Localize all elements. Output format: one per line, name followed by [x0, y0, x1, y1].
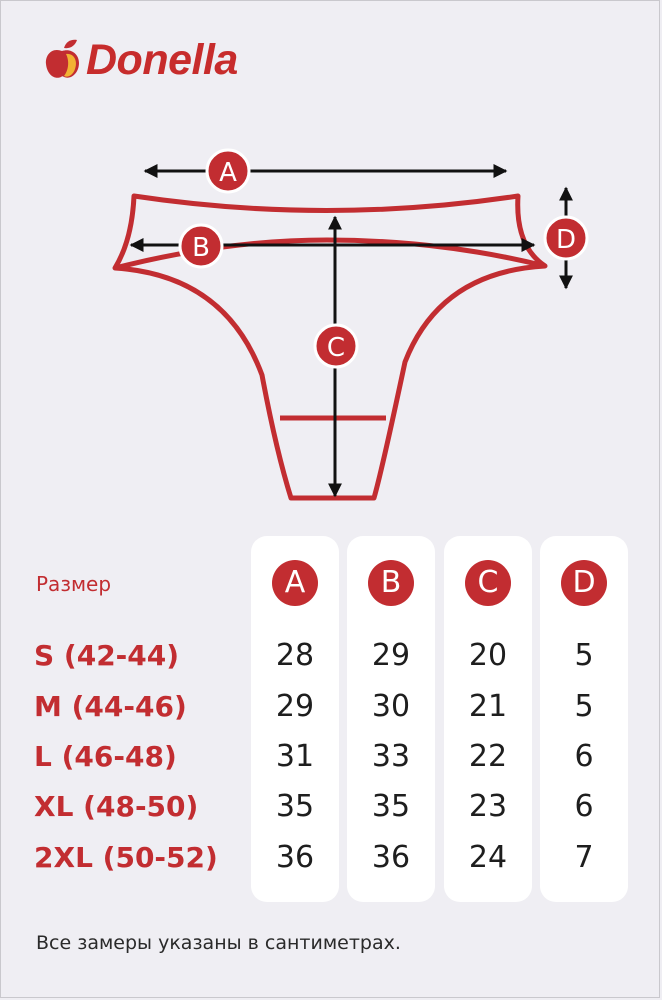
column-d-badge: D [561, 560, 607, 606]
cell-m-c: 21 [468, 689, 508, 724]
cell-l-d: 6 [574, 739, 594, 774]
cell-m-d: 5 [574, 689, 594, 724]
apple-icon [44, 38, 82, 82]
cell-2xl-d: 7 [574, 840, 594, 875]
cell-2xl-a: 36 [275, 840, 315, 875]
brand-name: Donella [86, 35, 238, 84]
cell-s-d: 5 [574, 638, 594, 673]
cell-xl-c: 23 [468, 789, 508, 824]
cell-s-c: 20 [468, 638, 508, 673]
size-label-xl: XL (48-50) [34, 790, 199, 823]
cell-l-a: 31 [275, 739, 315, 774]
cell-m-a: 29 [275, 689, 315, 724]
column-a [251, 536, 339, 902]
column-d [540, 536, 628, 902]
cell-2xl-b: 36 [371, 840, 411, 875]
briefs-diagram [0, 140, 662, 520]
badge-d: D [555, 225, 577, 255]
cell-s-b: 29 [371, 638, 411, 673]
badge-b: B [192, 233, 210, 263]
cell-xl-d: 6 [574, 789, 594, 824]
size-column-title: Размер [36, 572, 112, 596]
column-c-badge: C [465, 560, 511, 606]
badge-c: C [326, 333, 346, 363]
column-a-badge: A [272, 560, 318, 606]
cell-s-a: 28 [275, 638, 315, 673]
brand-logo [44, 35, 238, 84]
cell-l-b: 33 [371, 739, 411, 774]
cell-xl-a: 35 [275, 789, 315, 824]
column-c [444, 536, 532, 902]
size-label-m: M (44-46) [34, 690, 187, 723]
badge-a: A [219, 158, 237, 188]
cell-l-c: 22 [468, 739, 508, 774]
cell-xl-b: 35 [371, 789, 411, 824]
column-b-badge: B [368, 560, 414, 606]
column-b [347, 536, 435, 902]
size-label-2xl: 2XL (50-52) [34, 841, 218, 874]
cell-m-b: 30 [371, 689, 411, 724]
size-label-l: L (46-48) [34, 740, 177, 773]
size-label-s: S (42-44) [34, 639, 180, 672]
footnote: Все замеры указаны в сантиметрах. [36, 932, 401, 954]
cell-2xl-c: 24 [468, 840, 508, 875]
